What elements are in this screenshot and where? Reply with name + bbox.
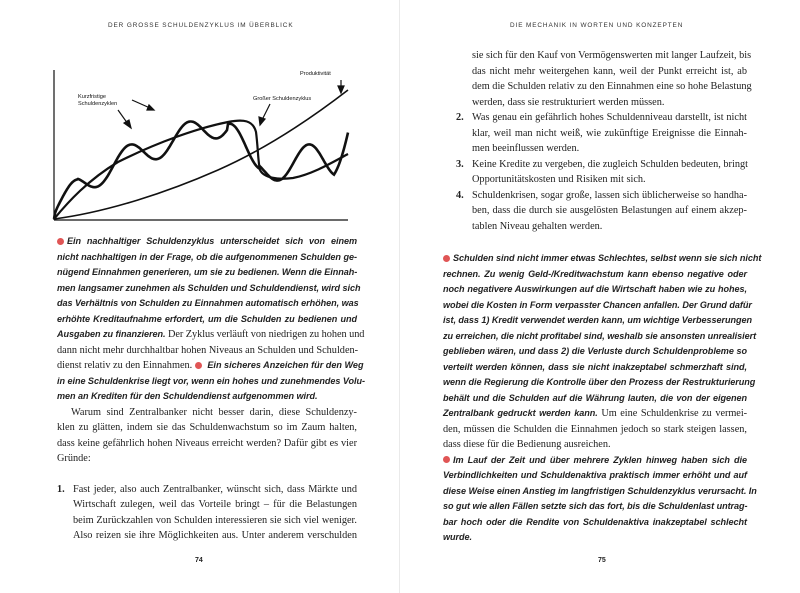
text-line: diese Weise einen Anstieg im langfristigen Schuldenzyklus verursacht. In [443, 485, 757, 496]
text-line: Schulden sind nicht immer etwas Schlechtes, selbst wenn sie sich nicht [443, 251, 747, 267]
text-line: tablen Niveau gehalten werden. [472, 220, 603, 232]
text-line: men langsamer zunehmen als Schulden und Schuldendienst, wird sich [57, 282, 361, 293]
text-line: Ein nachhaltiger Schuldenzyklus unterscheidet sich von einem [57, 234, 357, 250]
label-long-cycle: Großer Schuldenzyklus [253, 96, 312, 102]
label-short-cycles-1: Kurzfristige [78, 94, 106, 100]
list-number: 1. [57, 483, 65, 495]
label-short-cycles-2: Schuldenzyklen [78, 101, 118, 107]
text-line: nicht nachhaltigen in der Frage, ob die aufgenommenen Schulden ge- [57, 251, 357, 262]
list-item [57, 482, 357, 544]
text-line: rechnen. Zu wenig Geld-/Kreditwachstum kann ebenso negative oder [443, 268, 747, 279]
list-item [456, 110, 747, 157]
text-line: erhöhte Kreditaufnahme erfordert, um die Schulden zu bedienen und [57, 313, 357, 324]
bullet-dot-icon [57, 238, 64, 245]
list-item [456, 188, 747, 235]
long-debt-cycle-curve [54, 121, 348, 219]
page-number-left: 74 [195, 557, 203, 564]
bullet-dot-icon [443, 456, 450, 463]
running-head-left: DER GROSSE SCHULDENZYKLUS IM ÜBERBLICK [108, 22, 294, 29]
text-line: zu erreichen, die nicht profitabel sind, weshalb sie ansonsten unrealisiert [443, 330, 757, 341]
text-line: ben, dass die durch sie ausgelösten Belastungen auf einem akzep- [472, 205, 747, 216]
para-crisis-sign [57, 374, 365, 405]
para-central-bankers [57, 405, 357, 467]
text-line: nügend Einnahmen generieren, um sie zu bedienen. Wenn die Einnah- [57, 267, 358, 277]
list-number: 2. [456, 112, 464, 123]
debt-cycle-diagram [48, 62, 360, 232]
para-over-time [443, 453, 757, 546]
right-page [400, 0, 800, 593]
text-line: Also reizen sie ihre Möglichkeiten aus. Unter anderem verschulden [73, 530, 357, 541]
text-line: das Verhältnis von Schulden zu Einnahmen automatisch erhöhen, was [57, 298, 359, 308]
text-line: noch negativere Auswirkungen auf die Wirtschaft haben wie zu hohes, [443, 284, 747, 294]
text-line: Im Lauf der Zeit und über mehrere Zyklen hinweg haben sich die [443, 453, 747, 469]
text-line: ist, dass 1) Kredit verwendet werden kann, um wichtige Verbesserungen [443, 315, 753, 325]
text-line: Fast jeder, also auch Zentralbanker, wünscht sich, dass Märkte und [73, 483, 357, 495]
text-line: den, müssen die Schulden die Einnahmen jedoch so stark steigen lassen, [443, 423, 747, 435]
text-line: wurde. [443, 532, 473, 542]
text-line: beim Zurückzahlen von Schulden interessieren sie sich viel weniger. [73, 514, 357, 526]
text-line: wobei die Kosten in Form verpasster Chancen anfallen. Der Grund dafür [443, 299, 752, 310]
text-line: Keine Kredite zu vergeben, die zugleich Schulden bedeuten, bringt [472, 158, 749, 170]
para-sustainable-cycle [57, 234, 365, 343]
reasons-list [57, 482, 357, 544]
text-line: dass keine gefährlich hohen Niveaus erreicht werden? Dafür gibt es vier [57, 437, 357, 449]
bullet-dot-icon [443, 255, 450, 262]
list-number: 4. [456, 189, 464, 201]
text-line: Was genau ein gefährlich hohes Schuldenniveau darstellt, ist nicht [472, 112, 747, 123]
text-line: sie sich für den Kauf von Vermögenswerten mit langer Laufzeit, bis [472, 50, 752, 61]
list-continuation [472, 48, 752, 110]
text-line: Opportunitätskosten und Risiken mit sich. [472, 174, 646, 185]
text-line: klar, weil man nicht weiß, wie zukünftige Ereignisse die Einnah- [472, 127, 747, 139]
text-line: klen zu glätten, indem sie das Schuldenwachstum so im Zaum halten, [57, 422, 357, 433]
text-line: Gründe: [57, 453, 91, 464]
text-line: wenn die Regierung die Kontrolle über den Prozess der Restrukturierung [443, 377, 756, 387]
left-body-text [57, 234, 365, 544]
label-productivity: Produktivität [300, 71, 331, 77]
text-line: das nicht mehr weitergehen kann, weil der Punkt erreicht ist, ab [472, 65, 747, 77]
text-line: so gut wie allen Fällen setzte sich das fort, bis die Schuldenlast untrag- [443, 501, 748, 511]
productivity-curve [54, 90, 348, 219]
short-debt-cycles-curve [54, 122, 348, 220]
text-line: Ausgaben zu finanzieren. Der Zyklus verläuft von niedrigen zu hohen und [57, 329, 365, 340]
running-head-right: DIE MECHANIK IN WORTEN UND KONZEPTEN [510, 22, 684, 29]
text-line: Wirtschaft zulegen, weil das Vorteile bringt – für die Belastungen [73, 499, 357, 510]
list-item [456, 157, 747, 188]
text-line: behält und die Schulden auf die Währung lauten, die von der eigenen [443, 392, 747, 403]
text-line: men beeinflussen werden. [472, 143, 580, 154]
text-line: dass diese für die Bedienung ausreichen. [443, 439, 611, 450]
right-body-text [443, 48, 762, 546]
reasons-list-continued [456, 110, 747, 234]
page-number-right: 75 [598, 557, 606, 564]
text-line: Warum sind Zentralbanker nicht besser darin, diese Schuldenzy- [71, 406, 357, 418]
text-line: dem die Schulden relativ zu den Einnahmen eine so hohe Belastung [472, 81, 752, 92]
text-line: dienst relativ zu den Einnahmen. Ein sicheres Anzeichen für den Weg [57, 360, 364, 371]
text-line: Zentralbank gedruckt werden kann. Um eine Schuldenkrise zu vermei- [443, 408, 748, 419]
text-line: Schuldenkrisen, sogar große, lassen sich üblicherweise so handha- [472, 189, 747, 201]
text-line: men an Krediten für den Schuldendienst aufgenommen wird. [57, 391, 318, 401]
text-line: dann nicht mehr durchhaltbar hohen Niveaus an Schulden und Schulden- [57, 344, 359, 356]
text-line: bar hoch oder die Rendite von Schuldenaktiva inakzeptabel schlecht [443, 516, 747, 527]
text-line: in eine Schuldenkrise liegt vor, wenn ein hohes und zunehmendes Volu- [57, 375, 365, 386]
list-number: 3. [456, 158, 464, 170]
para-debt-not-bad [443, 251, 762, 422]
text-line: Verbindlichkeiten und Schuldenaktiva praktisch immer erhöht und auf [443, 470, 747, 480]
text-line: werden, dass sie restrukturiert werden müssen. [472, 96, 665, 108]
text-line: verteilt werden können, dass sie nicht inakzeptabel schmerzhaft sind, [443, 361, 747, 372]
text-line: geblieben wären, und dass 2) die Verluste durch Schuldenprobleme so [443, 346, 747, 356]
bullet-dot-icon [195, 362, 202, 369]
